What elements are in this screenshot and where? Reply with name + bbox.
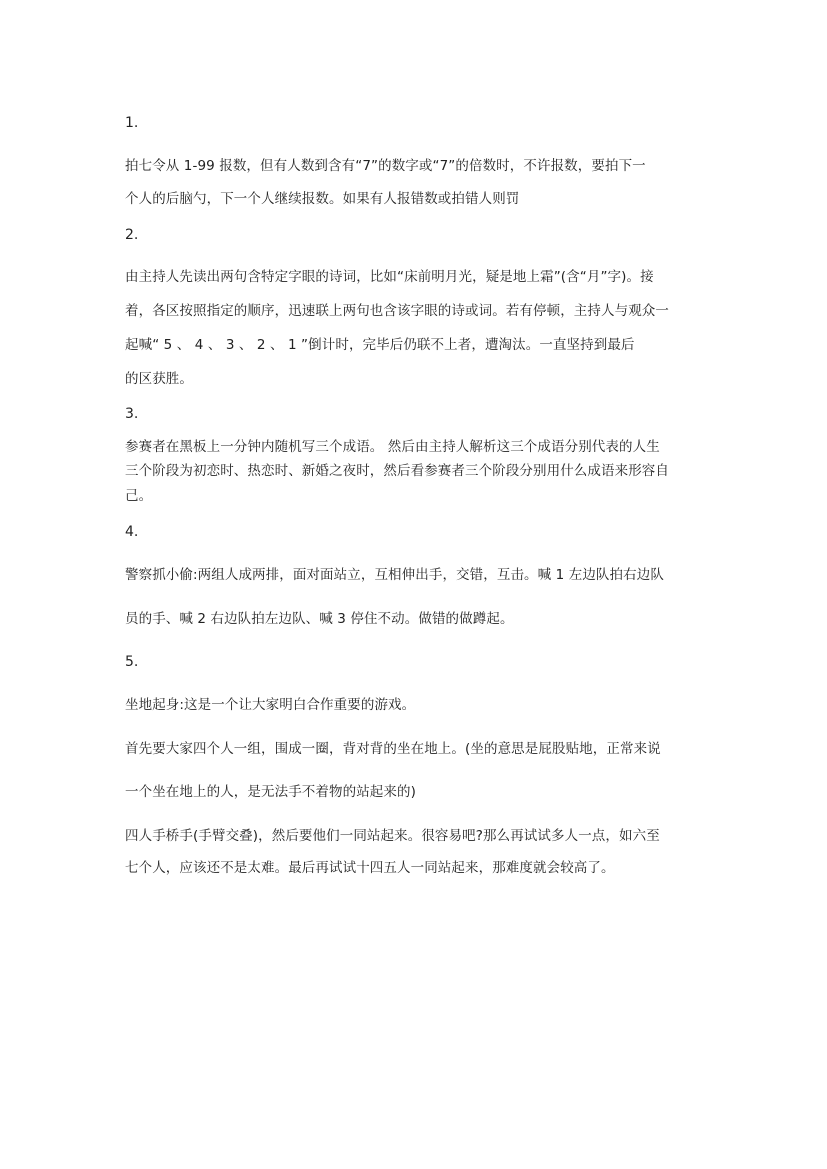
item-5-line-2: 首先要大家四个人一组，围成一圈，背对背的坐在地上。(坐的意思是屁股贴地，正常来说 bbox=[125, 741, 661, 757]
item-5-line-3: 一个坐在地上的人，是无法手不着物的站起来的) bbox=[125, 784, 416, 800]
item-5-line-4: 四人手桥手(手臂交叠)，然后要他们一同站起来。很容易吧?那么再试试多人一点，如六至 bbox=[125, 828, 660, 844]
item-3-line-2: 三个阶段为初恋时、热恋时、新婚之夜时，然后看参赛者三个阶段分别用什么成语来形容自 bbox=[125, 463, 669, 479]
item-number-1: 1. bbox=[125, 115, 139, 131]
item-number-3: 3. bbox=[125, 406, 139, 422]
item-number-4: 4. bbox=[125, 524, 139, 540]
item-2-line-1: 由主持人先读出两句含特定字眼的诗词，比如“床前明月光，疑是地上霜”(含“月”字)。接 bbox=[125, 269, 654, 285]
item-5-line-5: 七个人，应该还不是太难。最后再试试十四五人一同站起来，那难度就会较高了。 bbox=[125, 860, 615, 876]
item-2-line-2: 着，各区按照指定的顺序，迅速联上两句也含该字眼的诗或词。若有停顿，主持人与观众一 bbox=[125, 303, 669, 319]
item-5-line-1: 坐地起身:这是一个让大家明白合作重要的游戏。 bbox=[125, 697, 416, 713]
item-2-line-3: 起喊“ 5 、 4 、 3 、 2 、 1 ”倒计时，完毕后仍联不上者，遭淘汰。一直坚持到最后 bbox=[125, 337, 635, 353]
item-3-line-1: 参赛者在黑板上一分钟内随机写三个成语。 然后由主持人解析这三个成语分别代表的人生 bbox=[125, 439, 660, 455]
item-4-line-1: 警察抓小偷:两组人成两排，面对面站立，互相伸出手，交错，互击。喊 1 左边队拍右边队 bbox=[125, 567, 664, 583]
item-number-2: 2. bbox=[125, 227, 139, 243]
item-3-line-3: 己。 bbox=[125, 488, 153, 504]
item-1-line-1: 拍七令从 1-99 报数，但有人数到含有“7”的数字或“7”的倍数时，不许报数，要拍下一 bbox=[125, 158, 646, 174]
item-4-line-2: 员的手、喊 2 右边队拍左边队、喊 3 停住不动。做错的做蹲起。 bbox=[125, 611, 514, 627]
item-2-line-4: 的区获胜。 bbox=[125, 371, 193, 387]
item-1-line-2: 个人的后脑勺，下一个人继续报数。如果有人报错数或拍错人则罚 bbox=[125, 191, 520, 207]
item-number-5: 5. bbox=[125, 654, 139, 670]
